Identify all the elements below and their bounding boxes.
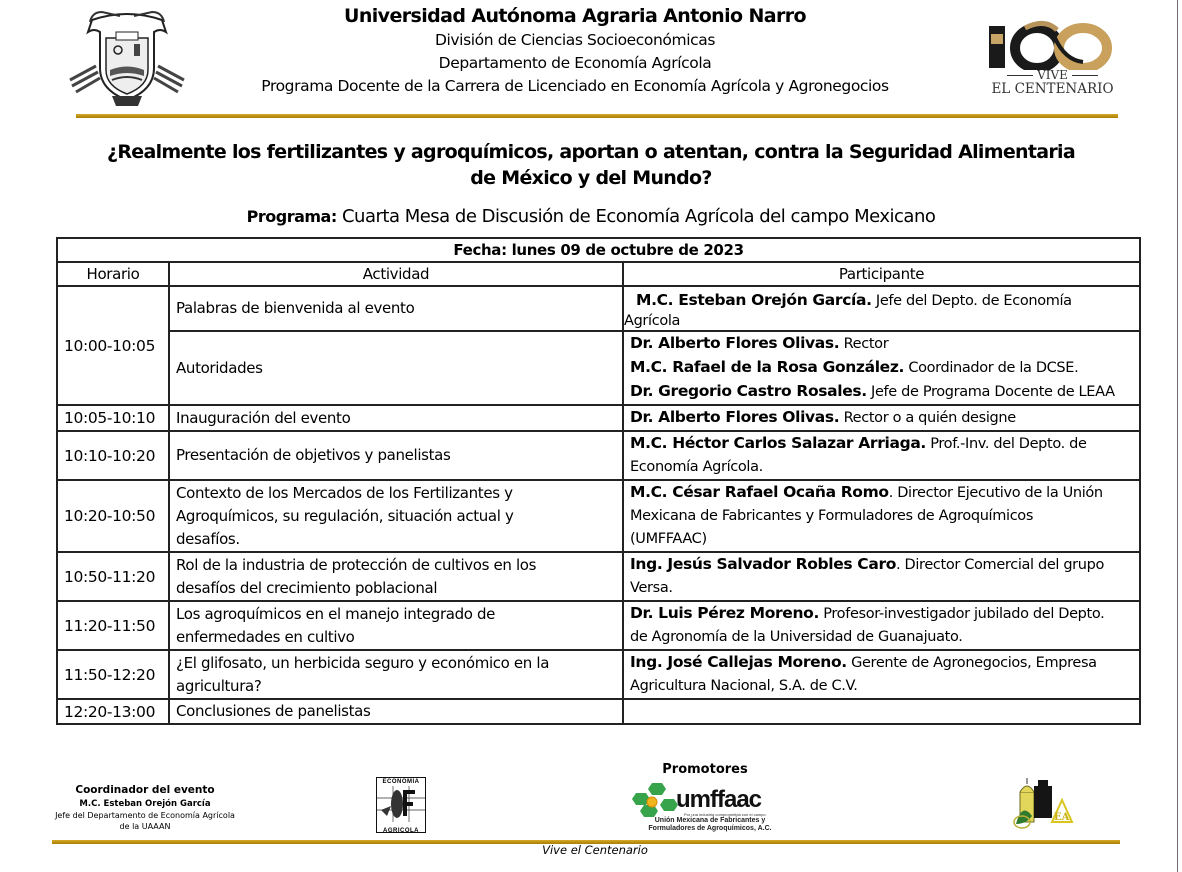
- economia-logo-top: ECONOMIA: [382, 779, 420, 785]
- university-name: Universidad Autónoma Agraria Antonio Narro: [344, 5, 806, 27]
- table-row: [57, 552, 1140, 601]
- participant-role-cont: Versa.: [630, 580, 673, 596]
- participant-role: Profesor-investigador jubilado del Depto.: [823, 606, 1105, 622]
- centenario-100-icon: [985, 20, 1120, 70]
- participant-name: M.C. Rafael de la Rosa González.: [630, 358, 905, 376]
- time-cell: 10:50-11:20: [57, 552, 169, 601]
- participant-name: Dr. Alberto Flores Olivas.: [630, 334, 840, 352]
- umffaac-org-line-1: Unión Mexicana de Fabricantes y: [654, 817, 766, 824]
- umffaac-tagline: Por una industria comprometida con el campo: [684, 812, 766, 817]
- department-name: Departamento de Economía Agrícola: [438, 54, 712, 72]
- participant-role-cont: Mexicana de Fabricantes y Formuladores de Agroquímicos: [630, 508, 1034, 524]
- participant-role: . Director Ejecutivo de la Unión: [888, 485, 1103, 501]
- leaa-program-logo: [1008, 776, 1078, 832]
- time-cell: 10:10-10:20: [57, 431, 169, 480]
- activity-line: Contexto de los Mercados de los Fertilizantes y: [176, 483, 513, 502]
- umffaac-logo: [630, 781, 790, 833]
- table-row: [57, 480, 1140, 552]
- activity-cell: Conclusiones de panelistas: [169, 699, 623, 724]
- participant-role: Rector: [843, 336, 889, 352]
- participant-role: Rector o a quién designe: [843, 410, 1016, 426]
- division-name: División de Ciencias Socioeconómicas: [434, 31, 716, 49]
- date-row: [57, 238, 1140, 262]
- activity-line: Los agroquímicos en el manejo integrado de: [176, 604, 496, 623]
- time-cell: 10:05-10:10: [57, 405, 169, 431]
- activity-cell: [169, 480, 623, 552]
- participant-cell: [623, 552, 1140, 601]
- participant-name: M.C. Esteban Orejón García.: [636, 290, 872, 309]
- participant-name: M.C. Héctor Carlos Salazar Arriaga.: [630, 434, 926, 452]
- title-line-1: ¿Realmente los fertilizantes y agroquímicos, aportan o atentan, contra la Seguridad Alimentaria: [107, 141, 1075, 163]
- participant-cell: [623, 331, 1140, 405]
- participant-name: Ing. José Callejas Moreno.: [630, 653, 847, 671]
- participant-name: Ing. Jesús Salvador Robles Caro: [630, 555, 897, 573]
- coordinator-block: [40, 783, 250, 832]
- col-actividad: Actividad: [169, 262, 623, 286]
- activity-cell: Inauguración del evento: [169, 405, 623, 431]
- activity-cell: [169, 552, 623, 601]
- building-emblem-icon: [1008, 776, 1078, 832]
- centenario-logo: [985, 20, 1120, 102]
- participant-cell: [623, 601, 1140, 650]
- activity-cell: [169, 601, 623, 650]
- page-title: [60, 139, 1122, 191]
- umffaac-org: [630, 817, 790, 833]
- program-name: Programa Docente de la Carrera de Licenciado en Economía Agrícola y Agronegocios: [261, 77, 889, 95]
- time-cell: 11:50-12:20: [57, 650, 169, 699]
- page-edge-line: [1177, 0, 1178, 872]
- participant-role-cont: Economía Agrícola.: [630, 459, 763, 475]
- shield-icon: [62, 8, 192, 108]
- participant-role: Jefe del Depto. de Economía: [875, 292, 1072, 309]
- activity-line: Rol de la industria de protección de cultivos en los: [176, 555, 537, 574]
- activity-line: desafíos del crecimiento poblacional: [176, 578, 438, 597]
- activity-line: enfermedades en cultivo: [176, 627, 355, 646]
- programa-line: [60, 205, 1122, 229]
- table-row: [57, 331, 1140, 405]
- participant-role: Prof.-Inv. del Depto. de: [930, 436, 1087, 452]
- uaaan-shield-logo: [62, 8, 192, 108]
- time-cell: 10:20-10:50: [57, 480, 169, 552]
- time-cell: 11:20-11:50: [57, 601, 169, 650]
- activity-line: Agroquímicos, su regulación, situación actual y: [176, 506, 514, 525]
- activity-cell: Palabras de bienvenida al evento: [169, 286, 623, 331]
- header-divider: [76, 114, 1118, 118]
- participant-name: Dr. Gregorio Castro Rosales.: [630, 382, 867, 400]
- umffaac-hexagon-icon: [630, 781, 682, 817]
- participant-cell: [623, 431, 1140, 480]
- participant-cell: [623, 650, 1140, 699]
- event-date: Fecha: lunes 09 de octubre de 2023: [57, 238, 1140, 262]
- activity-cell: Autoridades: [169, 331, 623, 405]
- table-row: [57, 699, 1140, 724]
- activity-line: ¿El glifosato, un herbicida seguro y económico en la: [176, 653, 550, 672]
- promotores-label: Promotores: [662, 762, 748, 777]
- centenario-label: EL CENTENARIO: [991, 81, 1114, 97]
- coordinator-role-cont: de la UAAAN: [119, 822, 171, 831]
- participant-cell: [623, 286, 1140, 331]
- header-row: [57, 262, 1140, 286]
- coordinator-title: Coordinador del evento: [75, 784, 215, 796]
- schedule-table: [56, 237, 1141, 725]
- col-participante: Participante: [623, 262, 1140, 286]
- programa-value: Cuarta Mesa de Discusión de Economía Agrícola del campo Mexicano: [341, 206, 936, 227]
- table-row: [57, 286, 1140, 331]
- svg-text:EA: EA: [1054, 812, 1070, 823]
- centenario-vive: VIVE: [985, 69, 1120, 82]
- participant-role: Gerente de Agronegocios, Empresa: [851, 655, 1097, 671]
- participant-cell-empty: [623, 699, 1140, 724]
- umffaac-org-line-2: Formuladores de Agroquímicos, A.C.: [648, 825, 772, 832]
- activity-cell: Presentación de objetivos y panelistas: [169, 431, 623, 480]
- economia-logo-bottom: AGRICOLA: [383, 828, 419, 834]
- activity-line: agricultura?: [176, 676, 262, 695]
- participant-role: . Director Comercial del grupo: [896, 557, 1105, 573]
- participant-role-cont: de Agronomía de la Universidad de Guanajuato.: [630, 629, 963, 645]
- title-line-2: de México y del Mundo?: [470, 167, 712, 189]
- time-cell: 10:00-10:05: [57, 286, 169, 405]
- umffaac-brand: umffaac: [676, 786, 762, 813]
- coordinator-role: Jefe del Departamento de Economía Agrícola: [55, 811, 235, 820]
- participant-cell: [623, 405, 1140, 431]
- participant-role: Coordinador de la DCSE.: [908, 360, 1079, 376]
- participant-role-cont: Agricultura Nacional, S.A. de C.V.: [630, 678, 858, 694]
- participant-name: M.C. César Rafael Ocaña Romo: [630, 483, 889, 501]
- table-row: [57, 601, 1140, 650]
- table-row: [57, 405, 1140, 431]
- table-row: [57, 431, 1140, 480]
- participant-cell: [623, 480, 1140, 552]
- coordinator-name: M.C. Esteban Orejón García: [79, 799, 211, 809]
- programa-label: Programa:: [246, 207, 337, 226]
- header: [200, 3, 950, 98]
- col-horario: Horario: [57, 262, 169, 286]
- participant-name: Dr. Luis Pérez Moreno.: [630, 604, 819, 622]
- economia-agricola-logo: [376, 777, 426, 833]
- participant-role-cont: (UMFFAAC): [630, 531, 707, 547]
- participant-role-cont: Agrícola: [624, 312, 681, 329]
- time-cell: 12:20-13:00: [57, 699, 169, 724]
- participant-name: Dr. Alberto Flores Olivas.: [630, 408, 840, 426]
- activity-cell: [169, 650, 623, 699]
- table-row: [57, 650, 1140, 699]
- slogan: Vive el Centenario: [542, 843, 648, 857]
- activity-line: desafíos.: [176, 529, 240, 548]
- corn-icon: [377, 786, 425, 822]
- participant-role: Jefe de Programa Docente de LEAA: [871, 384, 1115, 400]
